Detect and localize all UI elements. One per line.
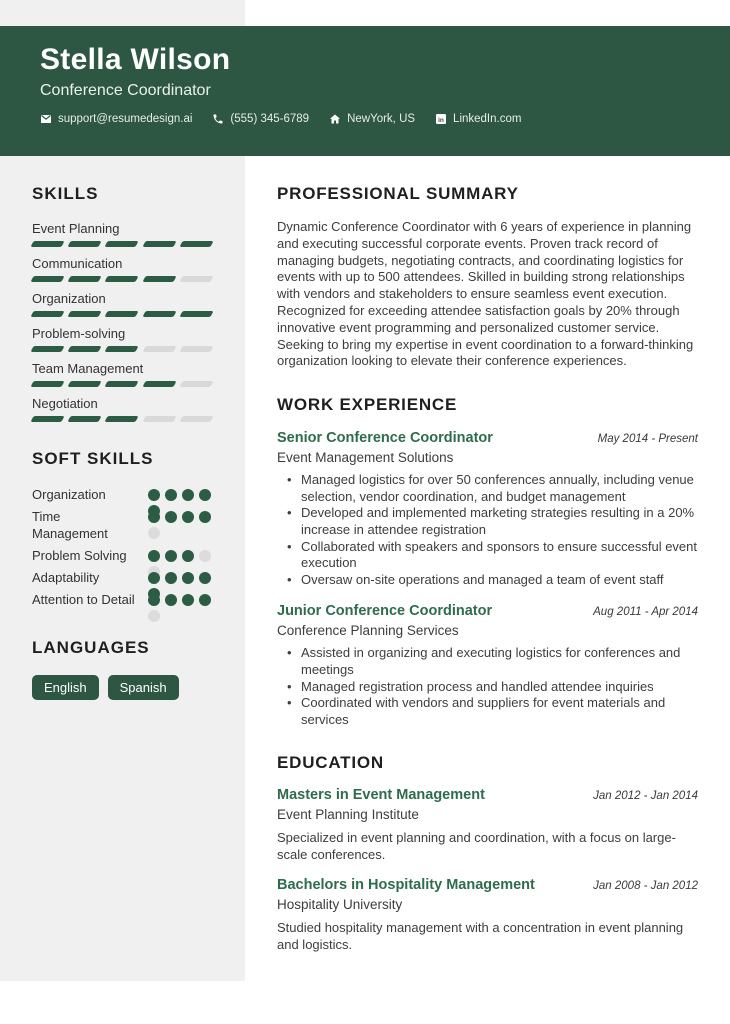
skill-bar-segment bbox=[179, 311, 213, 317]
soft-skill-dot bbox=[199, 511, 211, 523]
education-institution: Event Planning Institute bbox=[277, 807, 419, 823]
job-dates: May 2014 - Present bbox=[597, 433, 698, 446]
skill-label: Communication bbox=[32, 256, 123, 271]
education-description: Studied hospitality management with a concentration in event planning and logistics. bbox=[277, 920, 684, 953]
soft-skill-dot bbox=[148, 550, 160, 562]
job-bullet: • Oversaw on-site operations and managed a team of event staff bbox=[287, 572, 698, 589]
jobs-list bbox=[277, 430, 698, 728]
skills-list bbox=[32, 221, 214, 422]
linkedin-icon bbox=[435, 113, 447, 125]
education-header bbox=[277, 787, 698, 804]
phone-icon bbox=[212, 113, 224, 125]
soft-skill-dot bbox=[182, 594, 194, 606]
education-section bbox=[277, 753, 698, 953]
svg-text:in: in bbox=[438, 116, 444, 124]
skill-bar-segment bbox=[30, 241, 64, 247]
person-job-title: Conference Coordinator bbox=[40, 82, 211, 99]
skill-bar-segment bbox=[30, 276, 64, 282]
soft-skill-dot bbox=[199, 572, 211, 584]
skill-bar bbox=[32, 276, 212, 282]
soft-skills-heading: SOFT SKILLS bbox=[32, 449, 154, 468]
experience-section bbox=[277, 395, 698, 728]
job-company: Event Management Solutions bbox=[277, 450, 454, 466]
skill-bar-segment bbox=[68, 381, 102, 387]
soft-skill-label: Attention to Detail bbox=[32, 592, 135, 607]
skill-bar-segment bbox=[142, 416, 176, 422]
skill-bar-segment bbox=[68, 416, 102, 422]
job-bullet: • Managed registration process and handled attendee inquiries bbox=[287, 679, 698, 696]
job-dates: Aug 2011 - Apr 2014 bbox=[593, 606, 698, 619]
education-institution: Hospitality University bbox=[277, 897, 403, 913]
skill-bar-segment bbox=[179, 276, 213, 282]
soft-skill-dot bbox=[148, 511, 160, 523]
skill-bar-segment bbox=[68, 346, 102, 352]
skill-bar-segment bbox=[142, 346, 176, 352]
skill-bar-segment bbox=[105, 311, 139, 317]
job-header bbox=[277, 603, 698, 620]
contact-phone bbox=[212, 113, 309, 125]
skill-bar-segment bbox=[105, 346, 139, 352]
person-name: Stella Wilson bbox=[40, 43, 231, 76]
summary-section bbox=[277, 184, 698, 370]
contact-linkedin-text: LinkedIn.com bbox=[453, 113, 522, 125]
education-heading: EDUCATION bbox=[277, 753, 384, 773]
soft-skill-dots bbox=[148, 591, 214, 607]
skill-item bbox=[32, 326, 214, 352]
skill-bar-segment bbox=[142, 276, 176, 282]
soft-skill-dot bbox=[165, 511, 177, 523]
soft-skill-item bbox=[32, 508, 214, 542]
job-bullet: • Developed and implemented marketing strategies resulting in a 20% increase in attendee registration bbox=[287, 505, 698, 538]
soft-skill-dot bbox=[165, 594, 177, 606]
languages-list bbox=[32, 675, 214, 700]
skill-bar-segment bbox=[68, 311, 102, 317]
contact-row bbox=[40, 113, 700, 125]
skill-item bbox=[32, 256, 214, 282]
education-dates: Jan 2008 - Jan 2012 bbox=[593, 880, 698, 893]
soft-skill-item bbox=[32, 547, 214, 564]
skill-bar bbox=[32, 381, 212, 387]
skill-bar-segment bbox=[179, 241, 213, 247]
contact-location bbox=[329, 113, 415, 125]
soft-skill-dot bbox=[165, 550, 177, 562]
header bbox=[0, 26, 730, 156]
soft-skill-dot bbox=[165, 489, 177, 501]
skill-bar bbox=[32, 416, 212, 422]
soft-skill-dots bbox=[148, 569, 214, 585]
skill-label: Organization bbox=[32, 291, 106, 306]
skill-bar-segment bbox=[30, 416, 64, 422]
job-entry bbox=[277, 430, 698, 588]
contact-linkedin bbox=[435, 113, 521, 125]
skill-item bbox=[32, 396, 214, 422]
soft-skill-label: Time Management bbox=[32, 509, 108, 541]
skill-bar-segment bbox=[105, 381, 139, 387]
soft-skill-dots bbox=[148, 508, 214, 524]
education-description: Specialized in event planning and coordination, with a focus on large-scale conferences. bbox=[277, 830, 676, 862]
languages-heading: LANGUAGES bbox=[32, 638, 150, 657]
soft-skill-dot bbox=[148, 610, 160, 622]
skill-bar-segment bbox=[142, 241, 176, 247]
soft-skill-label: Organization bbox=[32, 487, 106, 502]
skill-bar-segment bbox=[142, 311, 176, 317]
education-entry bbox=[277, 877, 698, 953]
skill-bar bbox=[32, 346, 212, 352]
skill-bar-segment bbox=[105, 241, 139, 247]
skill-label: Team Management bbox=[32, 361, 144, 376]
education-dates: Jan 2012 - Jan 2014 bbox=[593, 790, 698, 803]
soft-skill-item bbox=[32, 569, 214, 586]
soft-skill-dot bbox=[165, 572, 177, 584]
skill-bar-segment bbox=[179, 416, 213, 422]
contact-email-text: support@resumedesign.ai bbox=[58, 113, 193, 125]
soft-skill-dot bbox=[199, 489, 211, 501]
language-badge: Spanish bbox=[108, 675, 179, 700]
contact-location-text: NewYork, US bbox=[347, 113, 416, 125]
skill-bar-segment bbox=[68, 241, 102, 247]
email-icon bbox=[40, 113, 52, 125]
skill-bar-segment bbox=[179, 381, 213, 387]
job-bullet: • Collaborated with speakers and sponsors to ensure successful event execution bbox=[287, 539, 698, 572]
soft-skill-dot bbox=[199, 550, 211, 562]
education-header bbox=[277, 877, 698, 894]
job-entry bbox=[277, 603, 698, 728]
job-bullet: • Coordinated with vendors and suppliers for event materials and services bbox=[287, 695, 698, 728]
home-icon bbox=[329, 113, 341, 125]
skill-item bbox=[32, 361, 214, 387]
language-badge: English bbox=[32, 675, 99, 700]
skill-bar-segment bbox=[142, 381, 176, 387]
soft-skill-item bbox=[32, 591, 214, 608]
job-bullets bbox=[277, 472, 698, 588]
soft-skill-dot bbox=[182, 572, 194, 584]
contact-email bbox=[40, 113, 192, 125]
soft-skill-item bbox=[32, 486, 214, 503]
summary-heading: PROFESSIONAL SUMMARY bbox=[277, 184, 519, 203]
job-header bbox=[277, 430, 698, 447]
soft-skill-dot bbox=[148, 527, 160, 539]
skill-label: Event Planning bbox=[32, 221, 120, 236]
skill-bar-segment bbox=[30, 381, 64, 387]
skill-bar bbox=[32, 241, 212, 247]
soft-skill-dots bbox=[148, 486, 214, 502]
soft-skill-label: Problem Solving bbox=[32, 548, 127, 563]
contact-phone-text: (555) 345-6789 bbox=[230, 113, 310, 125]
education-degree: Bachelors in Hospitality Management bbox=[277, 877, 535, 894]
soft-skill-dot bbox=[182, 550, 194, 562]
experience-heading: WORK EXPERIENCE bbox=[277, 395, 458, 415]
soft-skill-dot bbox=[148, 489, 160, 501]
soft-skill-dot bbox=[148, 594, 160, 606]
soft-skill-dot bbox=[182, 511, 194, 523]
skill-bar-segment bbox=[105, 416, 139, 422]
job-bullets bbox=[277, 645, 698, 728]
skill-bar-segment bbox=[105, 276, 139, 282]
sidebar-content bbox=[32, 184, 214, 700]
skill-label: Problem-solving bbox=[32, 326, 126, 341]
job-title: Junior Conference Coordinator bbox=[277, 603, 493, 620]
soft-skill-dots bbox=[148, 547, 214, 563]
job-company: Conference Planning Services bbox=[277, 623, 459, 639]
job-bullet: • Assisted in organizing and executing logistics for conferences and meetings bbox=[287, 645, 698, 678]
skill-label: Negotiation bbox=[32, 396, 98, 411]
summary-text: Dynamic Conference Coordinator with 6 years of experience in planning and executing successful corporate events. Proven track record of managing budgets, negotiating contracts, and coordinating logistics for events with up to 500 attendees. Skilled in building strong relationships with vendors and stakeholders to ensure seamless event execution. Recognized for exceeding attendee satisfaction goals by 20% through innovative event programming and personalized customer service. Seeking to bring my expertise in event coordination to a forward-thinking organization looking to elevate their conference experiences. bbox=[277, 219, 694, 369]
skill-bar-segment bbox=[30, 311, 64, 317]
education-degree: Masters in Event Management bbox=[277, 787, 485, 804]
education-list bbox=[277, 787, 698, 953]
skill-bar bbox=[32, 311, 212, 317]
soft-skill-dot bbox=[182, 489, 194, 501]
skill-bar-segment bbox=[68, 276, 102, 282]
soft-skill-dot bbox=[148, 572, 160, 584]
skills-heading: SKILLS bbox=[32, 184, 99, 203]
skill-bar-segment bbox=[179, 346, 213, 352]
education-entry bbox=[277, 787, 698, 863]
skill-bar-segment bbox=[30, 346, 64, 352]
soft-skill-label: Adaptability bbox=[32, 570, 100, 585]
skill-item bbox=[32, 291, 214, 317]
soft-skill-dot bbox=[199, 594, 211, 606]
job-title: Senior Conference Coordinator bbox=[277, 430, 493, 447]
soft-skills-list bbox=[32, 486, 214, 608]
main-content bbox=[277, 184, 698, 954]
job-bullet: • Managed logistics for over 50 conferences annually, including venue selection, vendor coordination, and budget management bbox=[287, 472, 698, 505]
skill-item bbox=[32, 221, 214, 247]
